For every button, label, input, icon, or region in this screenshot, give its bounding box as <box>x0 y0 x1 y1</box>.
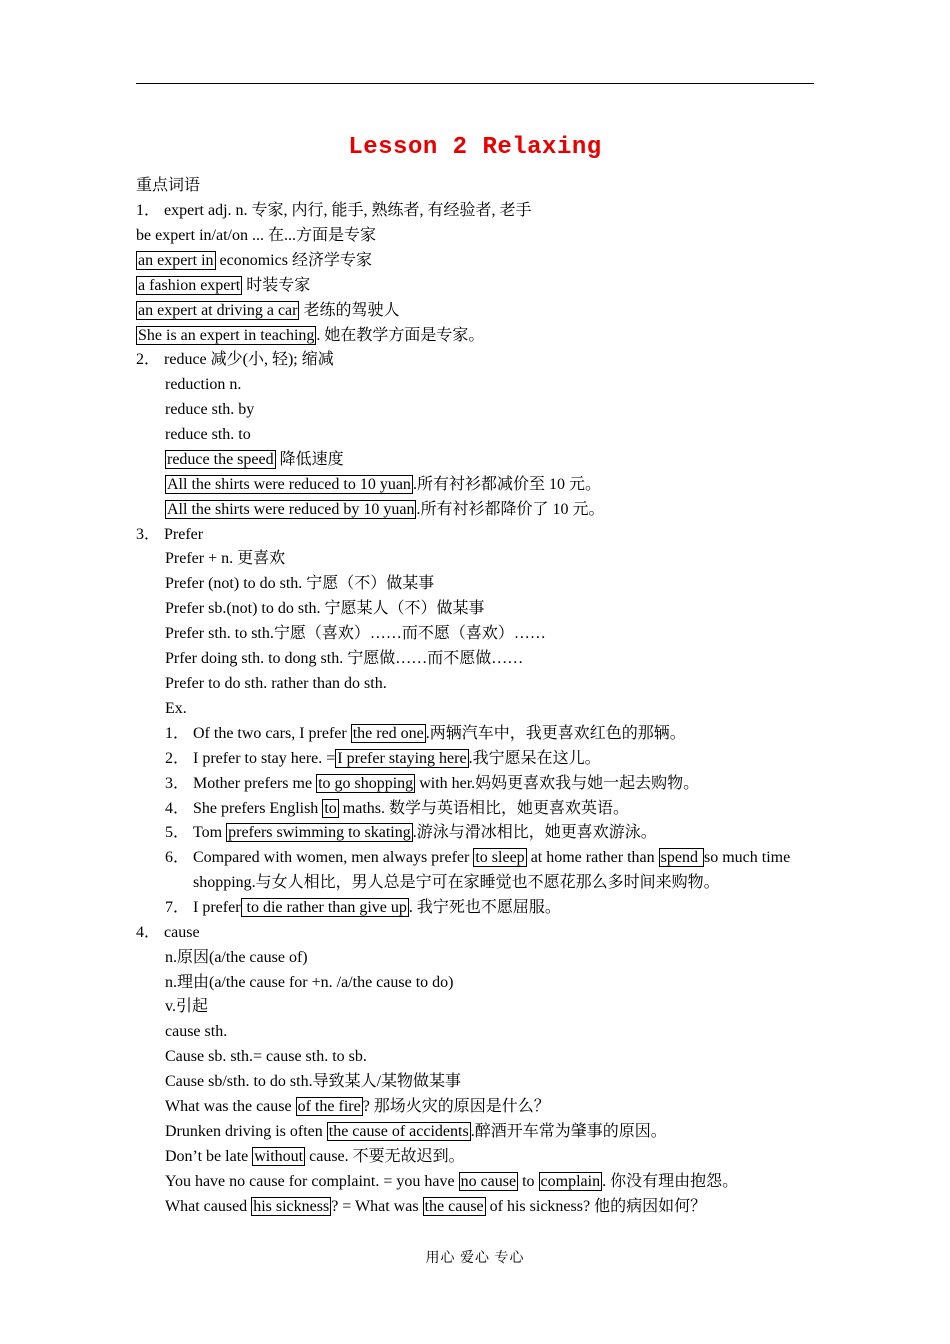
word-2-line: reduction n. <box>165 376 242 393</box>
boxed-phrase: She is an expert in teaching <box>138 327 315 344</box>
word-3-line: Prefer (not) to do sth. 宁愿（不）做某事 <box>165 575 435 592</box>
word-1-example-1 <box>136 250 372 272</box>
word-2-number: 2． <box>136 351 161 368</box>
word-4-line: Cause sb. sth.= cause sth. to sb. <box>165 1048 367 1065</box>
word-4-example-2 <box>165 1121 667 1143</box>
example-text: 降低速度 <box>275 451 344 468</box>
example-6-continued: shopping.与女人相比，男人总是宁可在家睡觉也不愿花那么多时间来购物。 <box>193 874 720 891</box>
boxed-phrase: prefers swimming to skating <box>228 824 411 841</box>
boxed-phrase: without <box>254 1148 304 1165</box>
example-text: She prefers English <box>193 800 323 817</box>
example-text: economics 经济学专家 <box>215 252 372 269</box>
example-7 <box>165 897 561 919</box>
boxed-phrase: a fashion expert <box>138 277 241 294</box>
word-1-title: expert adj. n. 专家, 内行, 能手, 熟练者, 有经验者, 老手 <box>164 202 532 219</box>
boxed-phrase: All the shirts were reduced to 10 yuan <box>167 476 411 493</box>
example-text: . 我宁死也不愿屈服。 <box>408 899 561 916</box>
word-1-phrase: be expert in/at/on ... 在...方面是专家 <box>136 227 376 244</box>
boxed-phrase: All the shirts were reduced by 10 yuan <box>167 501 415 518</box>
word-1-example-4 <box>136 325 484 347</box>
page-title: Lesson 2 Relaxing <box>348 134 602 161</box>
word-1-number: 1． <box>136 202 161 219</box>
example-3 <box>165 773 700 795</box>
boxed-phrase: his sickness <box>253 1198 330 1215</box>
word-3-number: 3． <box>136 526 161 543</box>
word-3-heading <box>136 524 203 546</box>
word-4-title: cause <box>164 924 200 941</box>
example-body <box>193 723 686 745</box>
example-number: 4． <box>165 800 190 817</box>
word-4-line: cause sth. <box>165 1023 228 1040</box>
example-text: so much time <box>703 849 791 866</box>
boxed-phrase: to die rather than give up <box>242 899 407 916</box>
boxed-phrase: an expert at driving a car <box>138 302 298 319</box>
word-3-line: Prefer to do sth. rather than do sth. <box>165 675 387 692</box>
example-number: 3． <box>165 775 190 792</box>
example-body <box>193 773 699 795</box>
example-text: cause. 不要无故迟到。 <box>305 1148 465 1165</box>
word-4-line: Cause sb/sth. to do sth.导致某人/某物做某事 <box>165 1073 462 1090</box>
example-text: at home rather than <box>526 849 659 866</box>
example-body <box>193 798 629 820</box>
example-text: . 你没有理由抱怨。 <box>602 1173 739 1190</box>
example-text: maths. 数学与英语相比，她更喜欢英语。 <box>338 800 629 817</box>
example-text: ? 那场火灾的原因是什么？ <box>362 1098 550 1115</box>
word-2-line: reduce sth. to <box>165 426 251 443</box>
example-5 <box>165 822 657 844</box>
boxed-phrase: the red one <box>352 725 424 742</box>
word-4-heading <box>136 922 200 944</box>
example-number: 6． <box>165 849 190 866</box>
boxed-phrase: of the fire <box>297 1098 361 1115</box>
word-4-number: 4． <box>136 924 161 941</box>
examples-label: Ex. <box>165 700 187 717</box>
example-text: What caused <box>165 1198 252 1215</box>
boxed-phrase: to <box>324 800 337 817</box>
boxed-phrase: the cause of accidents <box>328 1123 469 1140</box>
boxed-phrase: reduce the speed <box>167 451 274 468</box>
boxed-phrase: the cause <box>424 1198 484 1215</box>
boxed-phrase: to sleep <box>475 849 525 866</box>
example-text: of his sickness? 他的病因如何？ <box>485 1198 707 1215</box>
example-text: with her.妈妈更喜欢我与她一起去购物。 <box>415 775 700 792</box>
word-1-example-2 <box>136 275 310 297</box>
word-3-line: Prefer + n. 更喜欢 <box>165 550 286 567</box>
word-2-title: reduce 减少(小, 轻); 缩减 <box>164 351 334 368</box>
word-3-line: Prfer doing sth. to dong sth. 宁愿做……而不愿做…… <box>165 650 524 667</box>
word-2-example-3 <box>165 499 605 521</box>
word-2-line: reduce sth. by <box>165 401 255 418</box>
header-rule <box>136 83 814 84</box>
word-1-heading <box>136 200 532 222</box>
example-text: .所有衬衫都降价了 10 元。 <box>416 501 605 518</box>
example-text: Tom <box>193 824 227 841</box>
example-text: I prefer to stay here. = <box>193 750 336 767</box>
example-body <box>193 822 657 844</box>
example-text: .醉酒开车常为肇事的原因。 <box>470 1123 667 1140</box>
word-4-example-3 <box>165 1146 465 1168</box>
page-footer: 用心 爱心 专心 <box>425 1251 525 1266</box>
section-label: 重点词语 <box>136 177 201 194</box>
example-text: Compared with women, men always prefer <box>193 849 474 866</box>
example-number: 5． <box>165 824 190 841</box>
example-text: .所有衬衫都减价至 10 元。 <box>412 476 601 493</box>
boxed-phrase: I prefer staying here <box>337 750 467 767</box>
example-text: .游泳与滑冰相比，她更喜欢游泳。 <box>412 824 657 841</box>
word-4-example-4 <box>165 1171 738 1193</box>
word-3-title: Prefer <box>164 526 204 543</box>
word-4-example-5 <box>165 1196 706 1218</box>
word-2-example-2 <box>165 474 601 496</box>
example-text: Mother prefers me <box>193 775 317 792</box>
example-text: .两辆汽车中，我更喜欢红色的那辆。 <box>425 725 686 742</box>
example-text: Drunken driving is often <box>165 1123 327 1140</box>
boxed-phrase: an expert in <box>138 252 214 269</box>
example-text: .我宁愿呆在这儿。 <box>468 750 601 767</box>
example-text: You have no cause for complaint. = you have <box>165 1173 459 1190</box>
example-text: . 她在教学方面是专家。 <box>316 327 485 344</box>
example-text: to <box>518 1173 539 1190</box>
boxed-phrase: complain <box>540 1173 601 1190</box>
word-4-line: v.引起 <box>165 998 208 1015</box>
example-number: 7． <box>165 899 190 916</box>
boxed-phrase: spend <box>660 849 702 866</box>
example-number: 2． <box>165 750 190 767</box>
word-4-example-1 <box>165 1096 550 1118</box>
example-number: 1． <box>165 725 190 742</box>
word-4-line: n.理由(a/the cause for +n. /a/the cause to do) <box>165 974 454 991</box>
example-1 <box>165 723 686 745</box>
example-text: I prefer <box>193 899 241 916</box>
example-body <box>193 847 790 869</box>
example-body <box>193 897 561 919</box>
example-4 <box>165 798 629 820</box>
word-2-example-1 <box>165 449 344 471</box>
example-text: 老练的驾驶人 <box>299 302 400 319</box>
example-text: Of the two cars, I prefer <box>193 725 351 742</box>
example-body <box>193 748 601 770</box>
word-1-example-3 <box>136 300 400 322</box>
word-3-line: Prefer sth. to sth.宁愿（喜欢）……而不愿（喜欢）…… <box>165 625 546 642</box>
example-2 <box>165 748 601 770</box>
example-text: What was the cause <box>165 1098 296 1115</box>
word-2-heading <box>136 349 334 371</box>
example-text: ? = What was <box>331 1198 423 1215</box>
example-6 <box>165 847 791 869</box>
boxed-phrase: to go shopping <box>318 775 414 792</box>
example-text: Don’t be late <box>165 1148 253 1165</box>
example-text: 时装专家 <box>242 277 311 294</box>
word-4-line: n.原因(a/the cause of) <box>165 949 308 966</box>
word-3-line: Prefer sb.(not) to do sth. 宁愿某人（不）做某事 <box>165 600 485 617</box>
boxed-phrase: no cause <box>460 1173 517 1190</box>
